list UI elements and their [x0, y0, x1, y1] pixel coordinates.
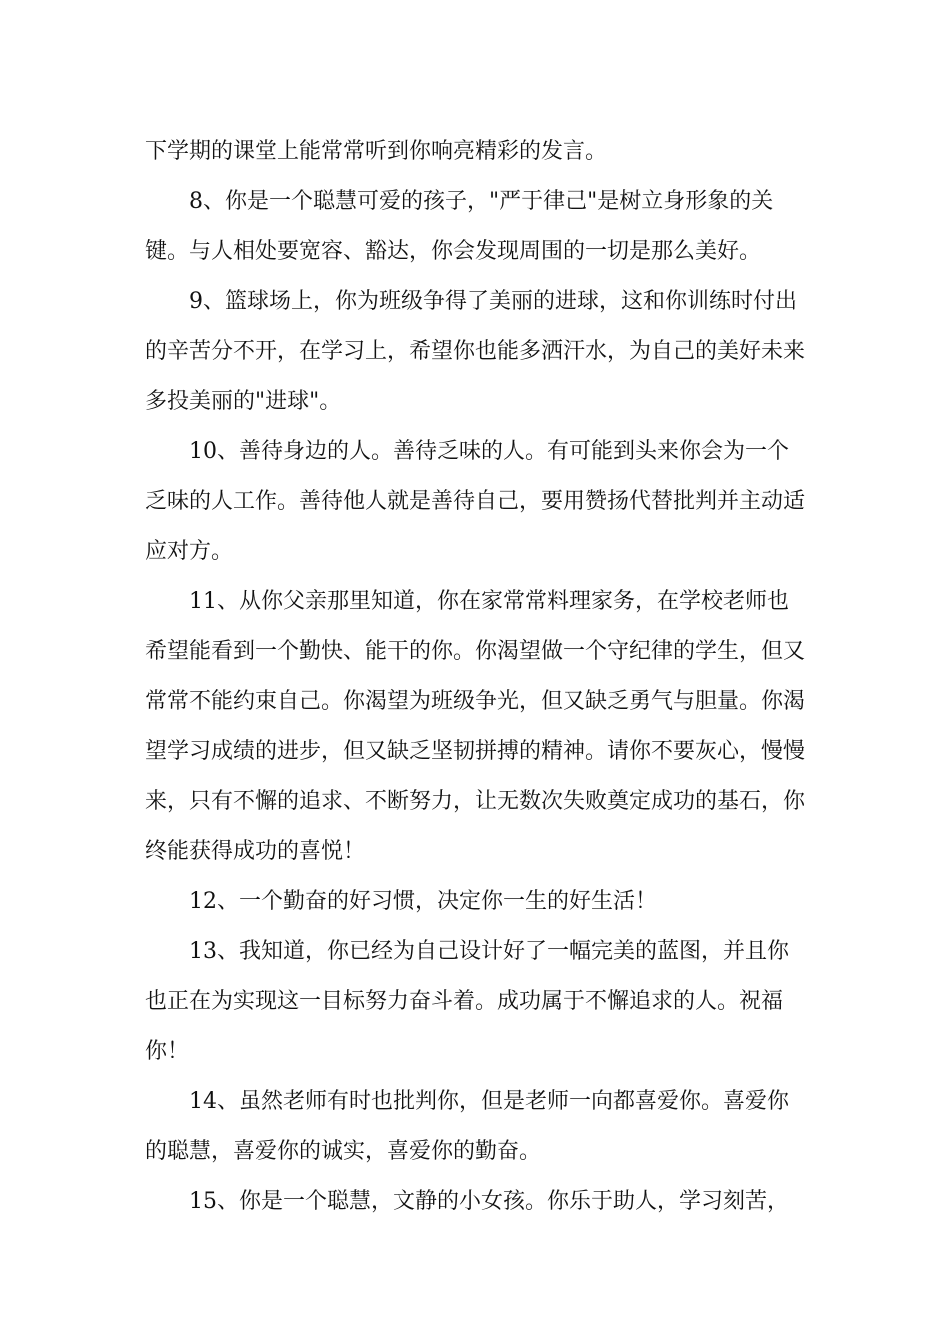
- paragraph-item-10: 10、善待身边的人。善待乏味的人。有可能到头来你会为一个乏味的人工作。善待他人就是善待自己，要用赞扬代替批判并主动适应对方。: [145, 439, 806, 564]
- paragraph-item-13: 13、我知道，你已经为自己设计好了一幅完美的蓝图，并且你也正在为实现这一目标努力奋斗着。成功属于不懈追求的人。祝福你！: [145, 939, 789, 1064]
- paragraph-item-12: 12、一个勤奋的好习惯，决定你一生的好生活！: [189, 889, 657, 914]
- paragraph-continuation: 下学期的课堂上能常常听到你响亮精彩的发言。: [145, 139, 608, 164]
- paragraph-item-15: 15、你是一个聪慧，文静的小女孩。你乐于助人，学习刻苦，: [189, 1189, 789, 1214]
- paragraph-item-11: 11、从你父亲那里知道，你在家常常料理家务，在学校老师也希望能看到一个勤快、能干的你。你渴望做一个守纪律的学生，但又常常不能约束自己。你渴望为班级争光，但又缺乏勇气与胆量。你渴望学习成绩的进步，但又缺乏坚韧拼搏的精神。请你不要灰心，慢慢来，只有不懈的追求、不断努力，让无数次失败奠定成功的基石，你终能获得成功的喜悦！: [145, 589, 806, 864]
- paragraph-item-9: 9、篮球场上，你为班级争得了美丽的进球，这和你训练时付出的辛苦分不开，在学习上，希望你也能多洒汗水，为自己的美好未来多投美丽的"进球"。: [145, 289, 806, 414]
- paragraph-item-14: 14、虽然老师有时也批判你，但是老师一向都喜爱你。喜爱你的聪慧，喜爱你的诚实，喜爱你的勤奋。: [145, 1089, 789, 1164]
- paragraph-item-8: 8、你是一个聪慧可爱的孩子，"严于律己"是树立身形象的关键。与人相处要宽容、豁达，你会发现周围的一切是那么美好。: [145, 189, 774, 264]
- document-body: [145, 127, 810, 1227]
